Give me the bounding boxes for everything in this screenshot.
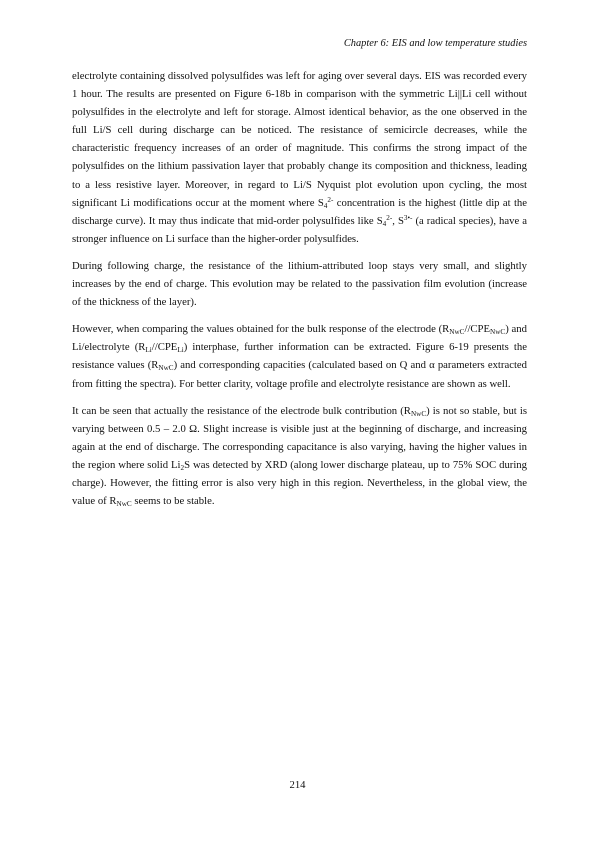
- running-header: Chapter 6: EIS and low temperature studies: [343, 38, 527, 49]
- page-number: 214: [289, 779, 306, 791]
- body-text: [72, 67, 527, 519]
- paragraph-1: electrolyte containing dissolved polysulfides was left for aging over several days. EIS was recorded every 1 hour. The results are presented on Figure 6-18b in comparison with the symmetric Li||Li cell without polysulfides in the electrolyte and left for storage. Almost identical behavior, as the one observed in the full Li/S cell during discharge can be noticed. The resistance of semicircle decreases, while the characteristic frequency increases of an order of magnitude. This confirms the strong impact of the polysulfides on the lithium passivation layer that probably change its composition and thickness, leading to a less resistive layer. Moreover, in regard to Li/S Nyquist plot evolution upon cycling, the most significant Li modifications occur at the moment where $S_4^{2-}$ concentration is the highest (little dip at the discharge curve). It may thus indicate that mid-order polysulfides like $S_4^{2-}$, $S^{3•-}$ (a radical species), have a stronger influence on Li surface than the higher-order polysulfides.: [72, 70, 528, 245]
- paragraph-4: It can be seen that actually the resistance of the electrode bulk contribution $(R_{NwC})$ is not so stable, but is varying between 0.5 – 2.0 Ω. Slight increase is visible just at the beginning of discharge, and increasing again at the end of discharge. The corresponding capacitance is also varying, having the higher values in the region where solid $Li_2S$ was detected by XRD (along lower discharge plateau, up to 75% SOC during charge). However, the fitting error is also very high in this region. Nevertheless, in the global view, the value of $R_{NwC}$ seems to be stable.: [72, 404, 528, 509]
- paragraph-3: However, when comparing the values obtained for the bulk response of the electrode $(R_{NwC}//CPE_{NwC})$ and Li/electrolyte $(R_{Li}//CPE_{Li})$ interphase, further information can be extracted. Figure 6-19 presents the resistance values $(R_{NwC})$ and corresponding capacities (calculated based on Q and α parameters extracted from fitting the spectra). For better clarity, voltage profile and electrolyte resistance are shown as well.: [72, 323, 528, 390]
- paragraph-2: During following charge, the resistance of the lithium-attributed loop stays very small, and slightly increases by the end of charge. This evolution may be related to the passivation film evolution (increase of the thickness of the layer).: [72, 259, 527, 309]
